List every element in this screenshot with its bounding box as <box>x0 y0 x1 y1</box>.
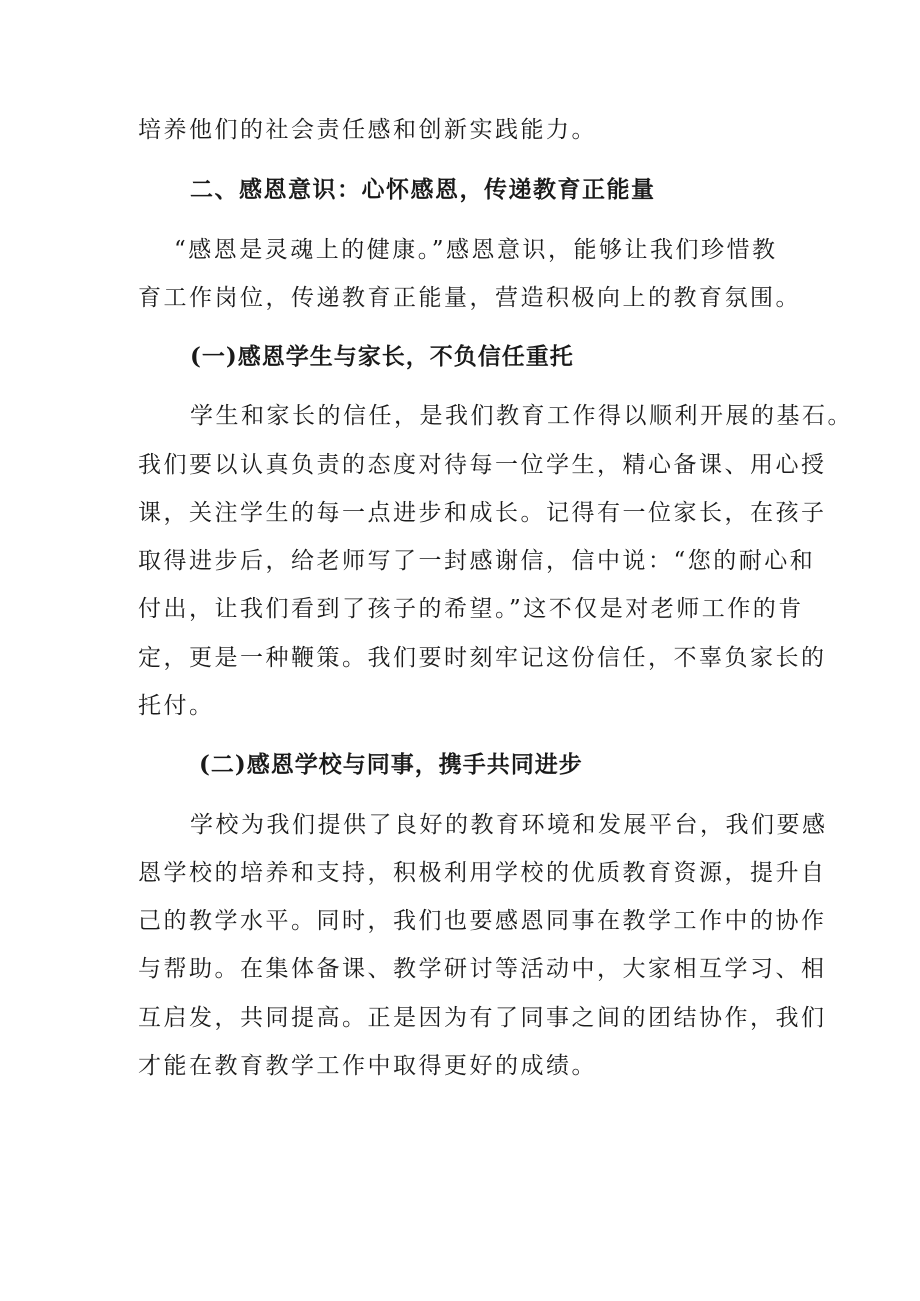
paragraph-line: 学生和家长的信任，是我们教育工作得以顺利开展的基石。 <box>190 403 853 429</box>
paragraph-line: 与帮助。在集体备课、教学研讨等活动中，大家相互学习、相 <box>138 956 827 982</box>
paragraph-line: 恩学校的培养和支持，积极利用学校的优质教育资源，提升自 <box>138 860 827 886</box>
paragraph-line: 育工作岗位，传递教育正能量，营造积极向上的教育氛围。 <box>138 285 801 311</box>
paragraph-line: 定，更是一种鞭策。我们要时刻牢记这份信任，不辜负家长的 <box>138 645 827 671</box>
paragraph-line: 己的教学水平。同时，我们也要感恩同事在教学工作中的协作 <box>138 908 827 934</box>
paragraph-line: 才能在教育教学工作中取得更好的成绩。 <box>138 1053 597 1079</box>
paragraph-line: 取得进步后，给老师写了一封感谢信，信中说：“您的耐心和 <box>138 548 816 574</box>
subsection-heading: (一)感恩学生与家长，不负信任重托 <box>190 343 574 370</box>
paragraph-line: 付出，让我们看到了孩子的希望。”这不仅是对老师工作的肯 <box>138 596 804 622</box>
paragraph-continuation-line: 培养他们的社会责任感和创新实践能力。 <box>138 117 597 143</box>
paragraph-line: 我们要以认真负责的态度对待每一位学生，精心备课、用心授 <box>138 452 827 478</box>
subsection-heading: (二)感恩学校与同事，携手共同进步 <box>199 751 583 778</box>
section-heading: 二、感恩意识：心怀感恩，传递教育正能量 <box>190 176 656 203</box>
paragraph-line: 互启发，共同提高。正是因为有了同事之间的团结协作，我们 <box>138 1005 827 1031</box>
paragraph-line: 托付。 <box>138 693 215 719</box>
paragraph-line: “感恩是灵魂上的健康。”感恩意识，能够让我们珍惜教 <box>174 237 778 263</box>
paragraph-line: 课，关注学生的每一点进步和成长。记得有一位家长，在孩子 <box>138 500 827 526</box>
paragraph-line: 学校为我们提供了良好的教育环境和发展平台，我们要感 <box>190 812 828 838</box>
